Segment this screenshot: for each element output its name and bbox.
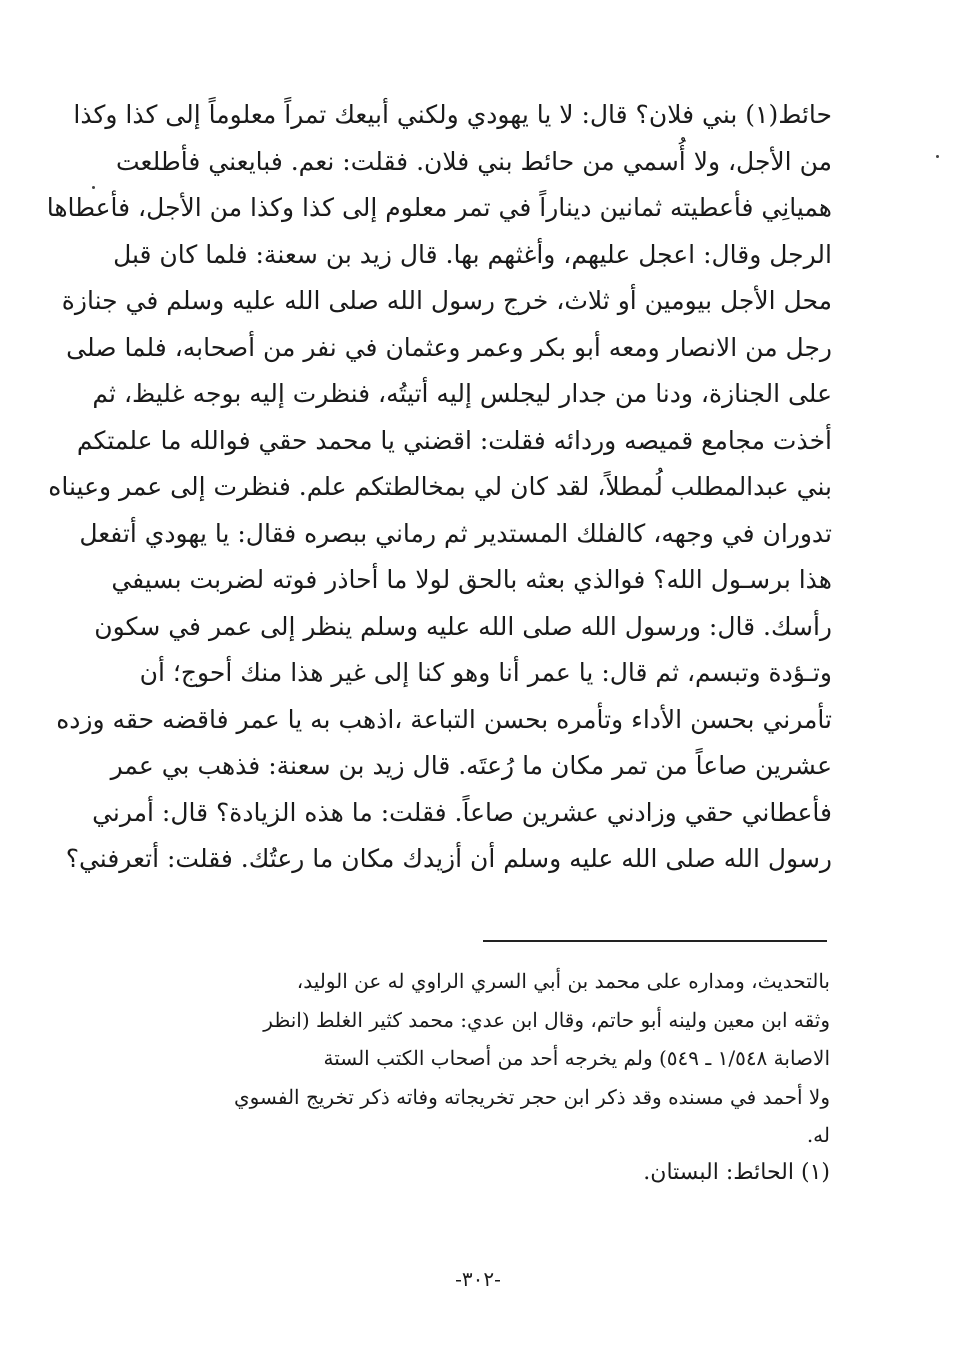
main-text-line: من الأجل، ولا أُسمي من حائط بني فلان. فقلت: نعم. فبايعني فأطلعت xyxy=(115,146,832,176)
main-text-line: هميانِي فأعطيته ثمانين ديناراً في تمر معلوم إلى كذا وكذا من الأجل، فأعطاها xyxy=(46,193,832,222)
note-line: له. xyxy=(806,1123,830,1147)
main-text-line: وتـؤدة وتبسم، ثم قال: يا عمر أنا وهو كنا إلى غير هذا منك أحوج؛ أن xyxy=(139,658,832,687)
page-number: -٣٠٢- xyxy=(455,1267,501,1291)
scan-speck xyxy=(92,186,95,189)
main-text-line: عشرين صاعاً من تمر مكان ما رُعتَه. قال زيد بن سعنة: فذهب بي عمر xyxy=(110,751,832,780)
notes-block xyxy=(160,962,830,1155)
main-text-line: هذا برسـول الله؟ فوالذي بعثه بالحق لولا ما أحاذر فوته لضربت بسيفي xyxy=(111,565,832,594)
main-text-line: رجل من الانصار ومعه أبو بكر وعمر وعثمان في نفر من أصحابه، فلما صلى xyxy=(66,332,832,362)
main-text-line: رسول الله صلى الله عليه وسلم أن أزيدك مكان ما رعتُك. فقلت: أتعرفني؟ xyxy=(65,844,832,873)
note-line: الاصابة ١/٥٤٨ ـ ٥٤٩) ولم يخرجه أحد من أصحاب الكتب الستة xyxy=(323,1046,830,1070)
main-text-line: تدوران في وجهه، كالفلك المستدير ثم رماني ببصره فقال: يا يهودي أتفعل xyxy=(79,518,832,548)
main-text-block xyxy=(46,92,832,883)
main-text-line: بني عبدالمطلب لُمطلاً، لقد كان لي بمخالطتكم علم. فنظرت إلى عمر وعيناه xyxy=(48,472,832,501)
main-text-line: حائط(١) بني فلان؟ قال: لا يا يهودي ولكني أبيعك تمراً معلوماً إلى كذا وكذا xyxy=(73,100,832,129)
main-text-line: على الجنازة، ودنا من جدار ليجلس إليه أتيتُه، فنظرت إليه بوجه غليظ، ثم xyxy=(92,379,832,408)
note-line: ولا أحمد في مسنده وقد ذكر ابن حجر تخريجاته وفاته ذكر تخريج الفسوي xyxy=(234,1084,830,1109)
main-text-line: الرجل وقال: اعجل عليهم، وأغثهم بها. قال زيد بن سعنة: فلما كان قبل xyxy=(113,239,832,269)
main-text-line: محل الأجل بيومين أو ثلاث، خرج رسول الله صلى الله عليه وسلم في جنازة xyxy=(61,286,832,315)
main-text-line: فأعطاني حقي وزادني عشرين صاعاً. فقلت: ما هذه الزيادة؟ قال: أمرني xyxy=(92,797,832,827)
main-text-line: أخذت مجامع قميصه وردائه فقلت: اقضني يا محمد حقي فوالله ما علمتكم xyxy=(76,425,832,455)
main-text-line: تأمرني بحسن الأداء وتأمره بحسن التباعة ،اذهب به يا عمر فاقضه حقه وزده xyxy=(56,704,832,734)
main-text-line: رأسك. قال: ورسول الله صلى الله عليه وسلم ينظر إلى عمر في سكون xyxy=(94,611,832,641)
footnote-divider xyxy=(483,940,827,942)
scan-speck xyxy=(936,155,939,158)
footnote: (١) الحائط: البستان. xyxy=(643,1160,830,1185)
note-line: وثقه ابن معين ولينه أبو حاتم، وقال ابن عدي: محمد كثير الغلط (انظر xyxy=(263,1007,830,1032)
note-line: بالتحديث، ومداره على محمد بن أبي السري الراوي له عن الوليد، xyxy=(296,969,830,993)
